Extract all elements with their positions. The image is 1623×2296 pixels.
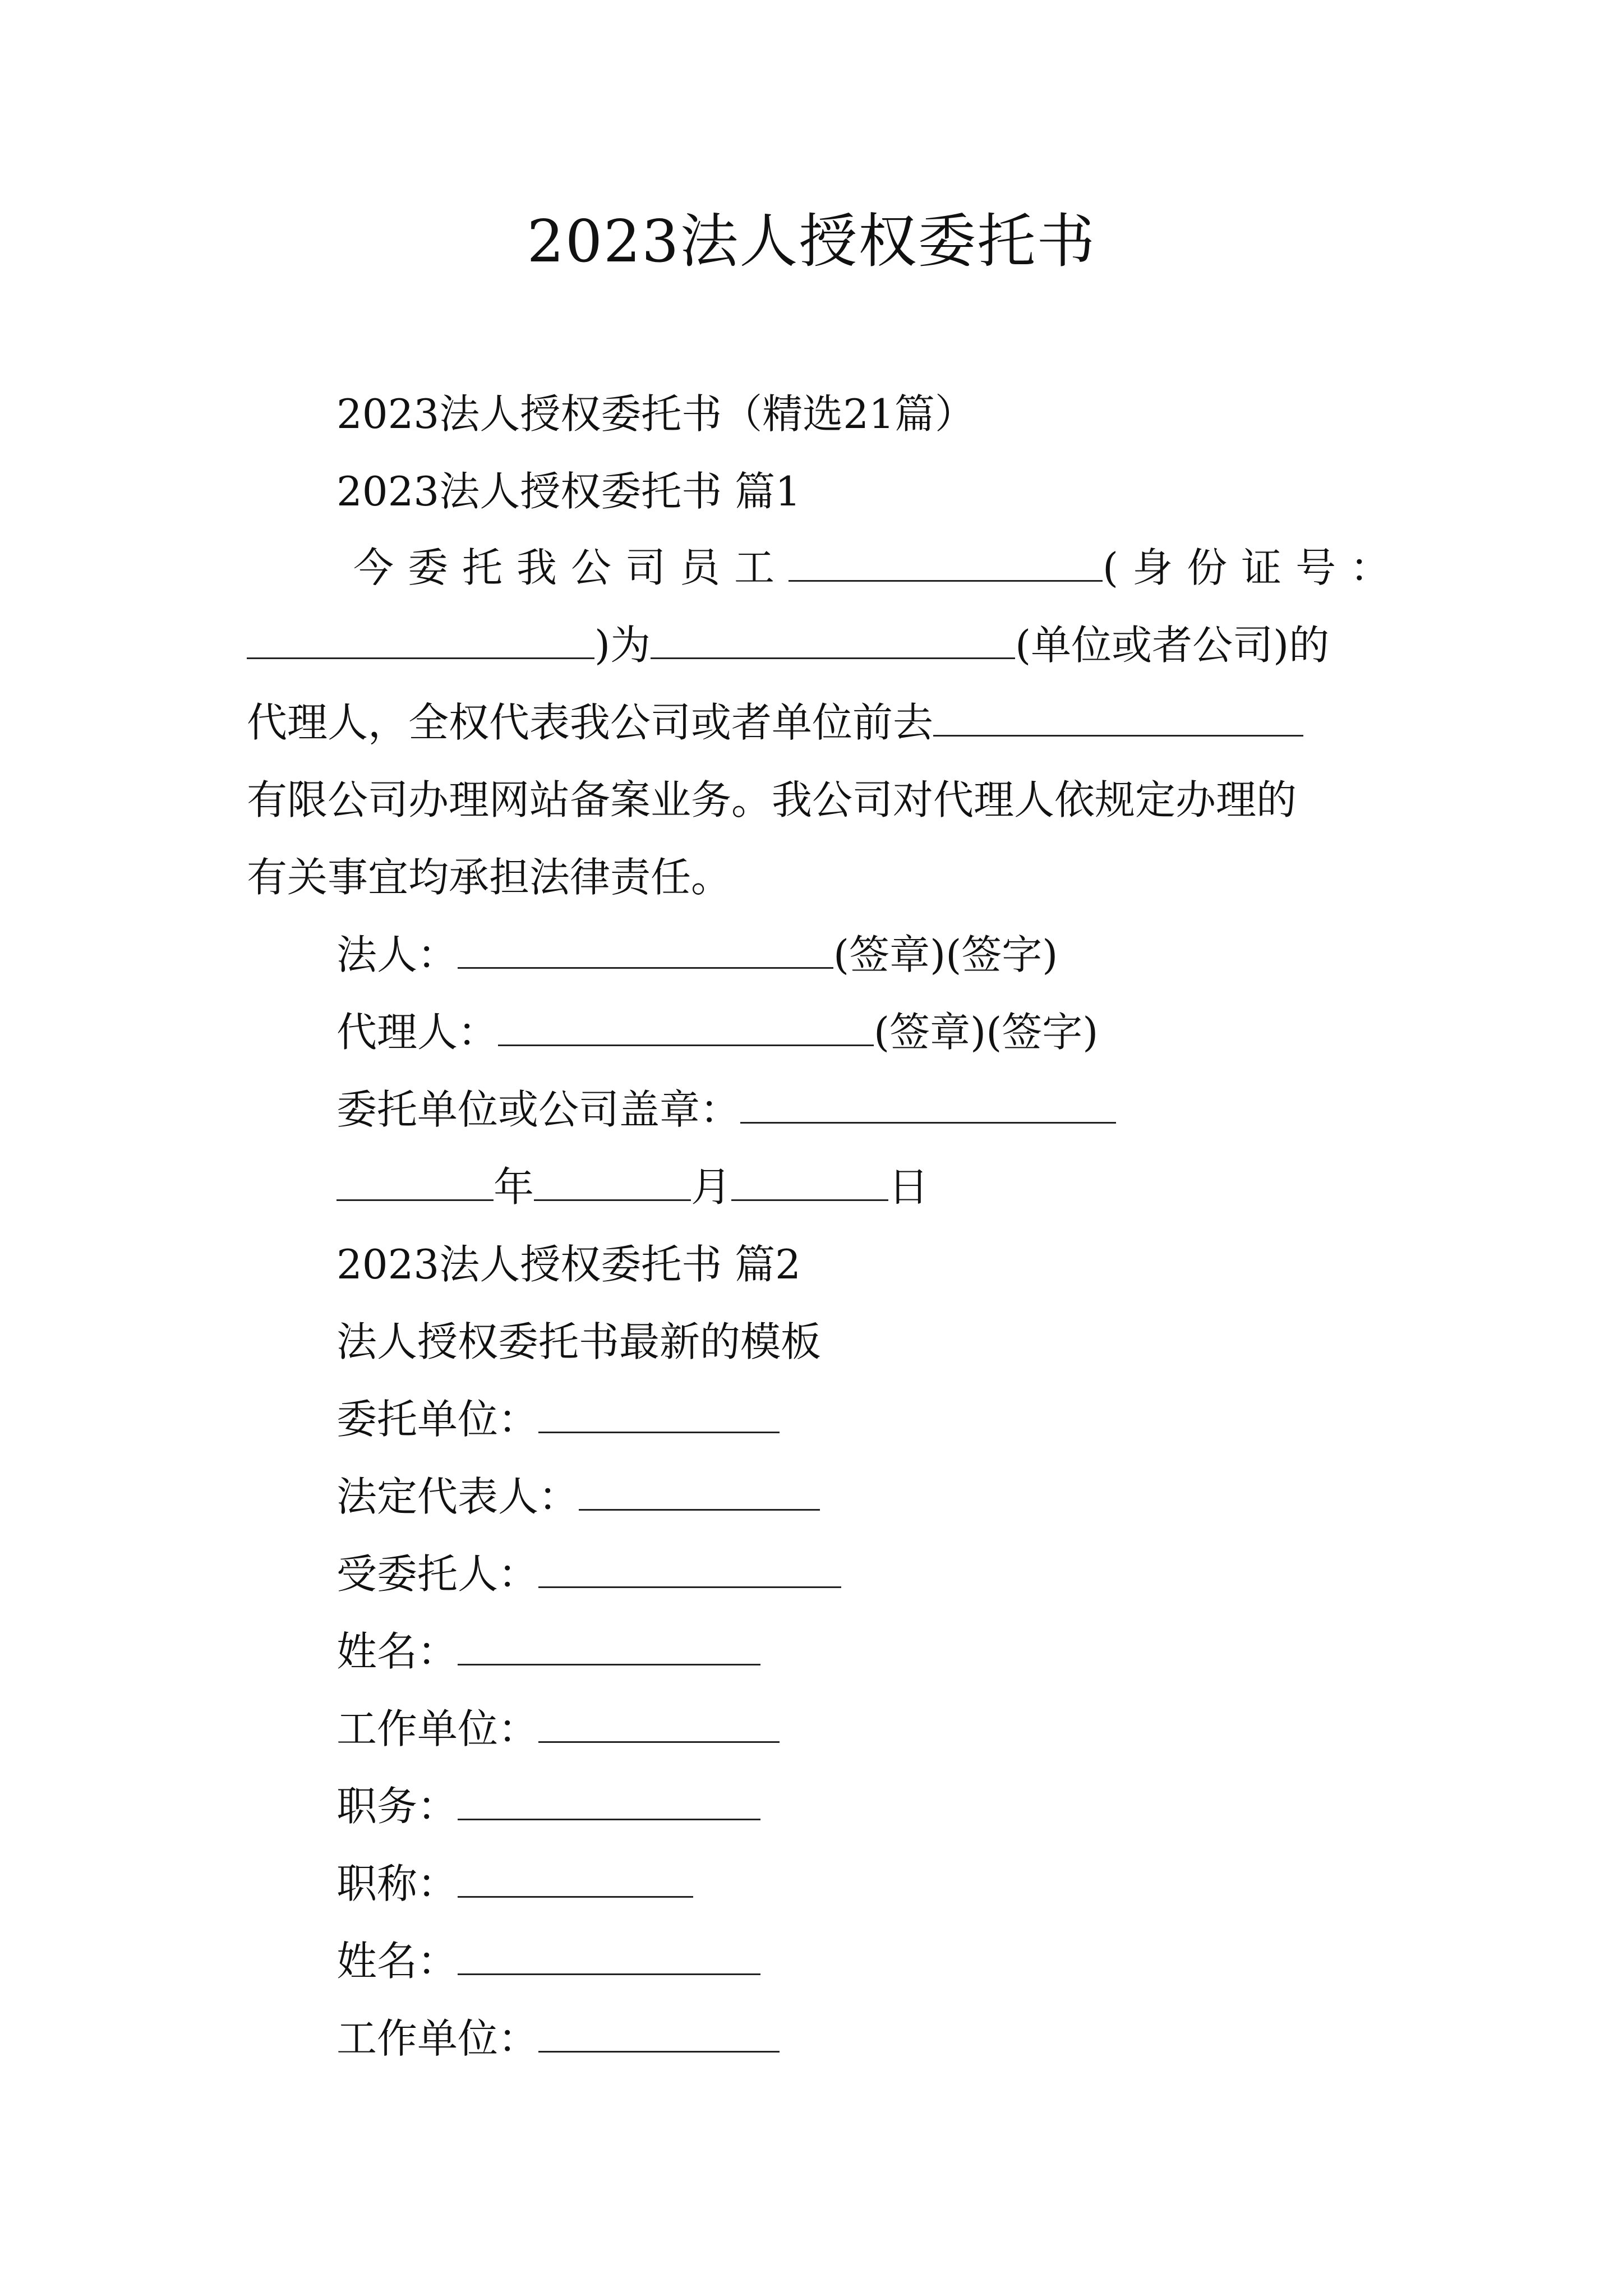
section1-paragraph-line4: 有限公司办理网站备案业务。我公司对代理人依规定办理的 (247, 776, 1297, 823)
legal-person-label: 法人： (336, 931, 458, 978)
legal-person-suffix: (签章)(签字) (833, 931, 1058, 978)
field-label: 受委托人： (336, 1550, 539, 1598)
para-text: 今委托我公司员工 (353, 544, 789, 591)
day-label: 日 (888, 1163, 929, 1211)
field-blank (538, 1549, 841, 1588)
field-entrusting-unit (336, 1391, 780, 1447)
field-title (336, 1856, 693, 1912)
para-text: 代理人，全权代表我公司或者单位前去 (247, 699, 934, 746)
field-blank (538, 1704, 780, 1743)
target-company-blank (933, 698, 1303, 737)
field-label: 法定代表人： (336, 1473, 579, 1520)
field-blank (458, 1782, 760, 1820)
agent-suffix: (签章)(签字) (874, 1009, 1099, 1056)
field-label: 工作单位： (336, 2015, 539, 2062)
field-blank (579, 1472, 820, 1511)
section1-paragraph-line3 (247, 694, 1303, 751)
field-label: 姓名： (336, 1628, 458, 1675)
field-blank (538, 2014, 780, 2053)
year-blank (336, 1162, 494, 1201)
field-blank (458, 1859, 693, 1898)
para-text: )为 (594, 622, 651, 669)
field-name-1 (336, 1623, 760, 1680)
field-name-2 (336, 1933, 760, 1989)
month-label: 月 (691, 1163, 732, 1211)
field-entrusted-person (336, 1546, 841, 1602)
id-number-blank (247, 620, 594, 659)
field-work-unit-1 (336, 1701, 780, 1757)
field-work-unit-2 (336, 2010, 780, 2067)
company-name-blank (651, 620, 1015, 659)
field-label: 工作单位： (336, 1705, 539, 1752)
date-line (336, 1159, 929, 1215)
month-blank (534, 1162, 691, 1201)
field-position (336, 1778, 760, 1834)
year-label: 年 (494, 1163, 534, 1211)
section2-template-title: 法人授权委托书最新的模板 (336, 1318, 822, 1365)
field-blank (538, 1395, 780, 1433)
field-legal-representative (336, 1469, 820, 1525)
legal-person-blank (458, 930, 833, 969)
document-subtitle: 2023法人授权委托书（精选21篇） (336, 390, 975, 438)
employee-name-blank (789, 543, 1103, 582)
seal-line (336, 1082, 1116, 1138)
field-label: 委托单位： (336, 1396, 539, 1443)
para-text: (单位或者公司)的 (1015, 622, 1330, 669)
section1-heading: 2023法人授权委托书 篇1 (336, 468, 801, 515)
field-label: 姓名： (336, 1938, 458, 1985)
section1-paragraph-line5: 有关事宜均承担法律责任。 (247, 854, 732, 901)
section1-paragraph-line1 (353, 540, 1404, 596)
document-title: 2023法人授权委托书 (527, 207, 1096, 275)
field-blank (458, 1627, 760, 1665)
para-text: (身份证号： (1103, 544, 1405, 591)
legal-person-line (336, 927, 1058, 983)
field-label: 职务： (336, 1783, 458, 1830)
field-label: 职称： (336, 1860, 458, 1907)
section2-heading: 2023法人授权委托书 篇2 (336, 1241, 801, 1288)
agent-label: 代理人： (336, 1009, 499, 1056)
section1-paragraph-line2 (247, 617, 1329, 673)
field-blank (458, 1936, 760, 1975)
agent-line (336, 1004, 1098, 1060)
seal-blank (740, 1085, 1116, 1124)
seal-label: 委托单位或公司盖章： (336, 1086, 741, 1133)
day-blank (731, 1162, 888, 1201)
agent-blank (498, 1007, 874, 1046)
